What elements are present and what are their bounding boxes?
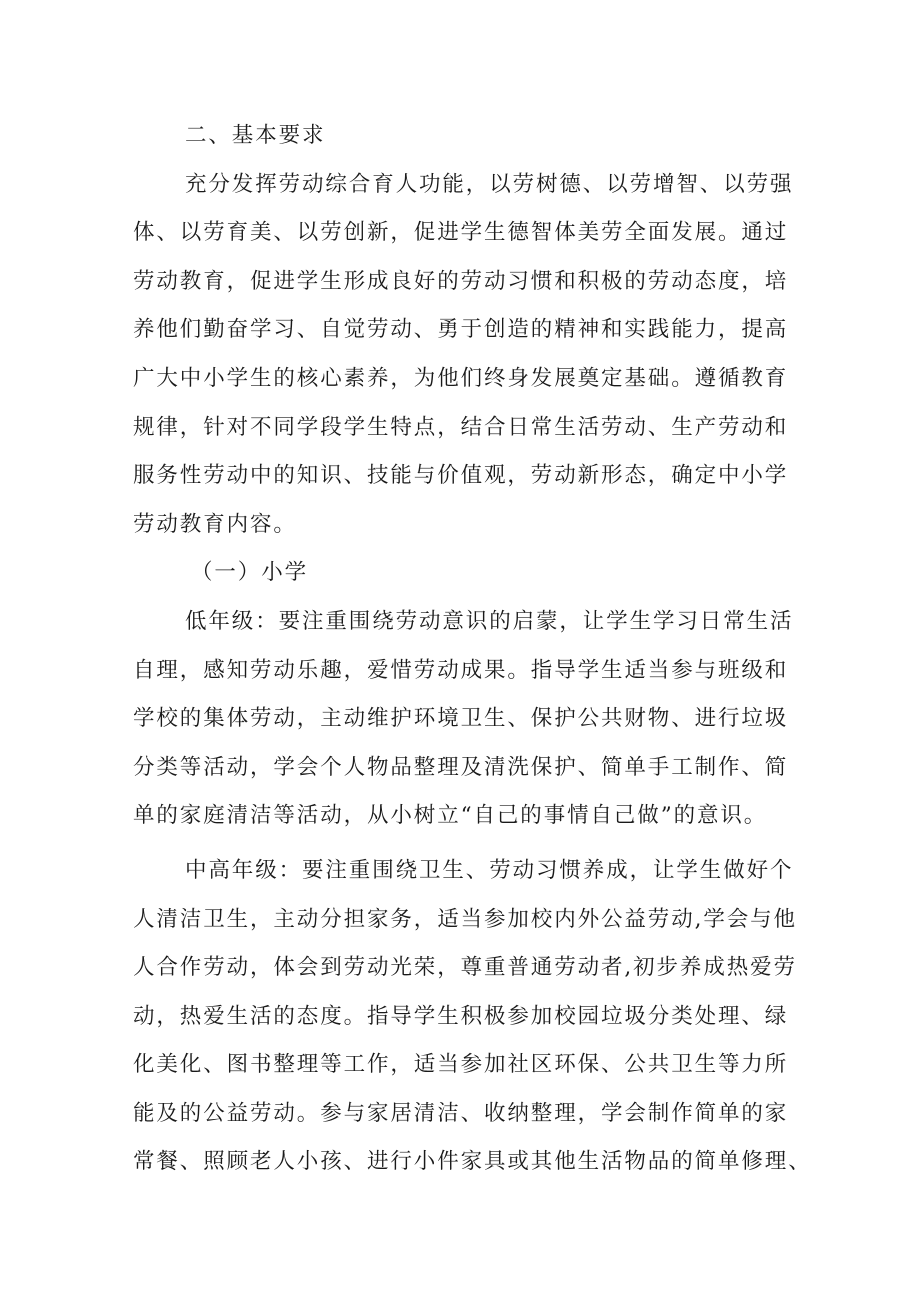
paragraph-upper-grades — [133, 847, 812, 1187]
paragraph-line: 体、以劳育美、以劳创新，促进学生德智体美劳全面发展。通过 — [133, 220, 789, 246]
paragraph-line: 单的家庭清洁等活动，从小树立“自己的事情自己做”的意识。 — [133, 803, 768, 829]
paragraph-line: 中高年级：要注重围绕卫生、劳动习惯养成，让学生做好个 — [185, 857, 794, 883]
subsection-heading: （一）小学 — [191, 560, 309, 586]
paragraph-line: 能及的公益劳动。参与家居清洁、收纳整理，学会制作简单的家 — [133, 1100, 789, 1126]
paragraph-lower-grades — [133, 598, 793, 841]
paragraph-line: 自理，感知劳动乐趣，爱惜劳动成果。指导学生适当参与班级和 — [133, 657, 789, 683]
paragraph-basic-requirements — [133, 161, 793, 550]
paragraph-line: 低年级：要注重围绕劳动意识的启蒙，让学生学习日常生活 — [185, 608, 794, 634]
paragraph-line: 劳动教育，促进学生形成良好的劳动习惯和积极的劳动态度，培 — [133, 268, 789, 294]
paragraph-line: 规律，针对不同学段学生特点，结合日常生活劳动、生产劳动和 — [133, 414, 789, 440]
paragraph-line: 劳动教育内容。 — [133, 511, 297, 537]
paragraph-line: 化美化、图书整理等工作，适当参加社区环保、公共卫生等力所 — [133, 1052, 789, 1078]
paragraph-line: 学校的集体劳动，主动维护环境卫生、保护公共财物、进行垃圾 — [133, 706, 789, 732]
section-heading: 二、基本要求 — [185, 123, 326, 148]
paragraph-line: 广大中小学生的核心素养，为他们终身发展奠定基础。遵循教育 — [133, 365, 789, 391]
document-body — [133, 112, 812, 1187]
paragraph-line: 人清洁卫生，主动分担家务，适当参加校内外公益劳动,学会与他 — [133, 906, 797, 932]
paragraph-line: 分类等活动，学会个人物品整理及清洗保护、简单手工制作、简 — [133, 754, 789, 780]
paragraph-line: 动，热爱生活的态度。指导学生积极参加校园垃圾分类处理、绿 — [133, 1003, 789, 1029]
paragraph-line: 服务性劳动中的知识、技能与价值观，劳动新形态，确定中小学 — [133, 463, 789, 489]
paragraph-line: 人合作劳动，体会到劳动光荣，尊重普通劳动者,初步养成热爱劳 — [133, 955, 797, 981]
paragraph-line: 养他们勤奋学习、自觉劳动、勇于创造的精神和实践能力，提高 — [133, 317, 789, 343]
paragraph-line: 充分发挥劳动综合育人功能，以劳树德、以劳增智、以劳强 — [185, 171, 794, 197]
paragraph-line: 常餐、照顾老人小孩、进行小件家具或其他生活物品的简单修理、 — [133, 1149, 812, 1175]
